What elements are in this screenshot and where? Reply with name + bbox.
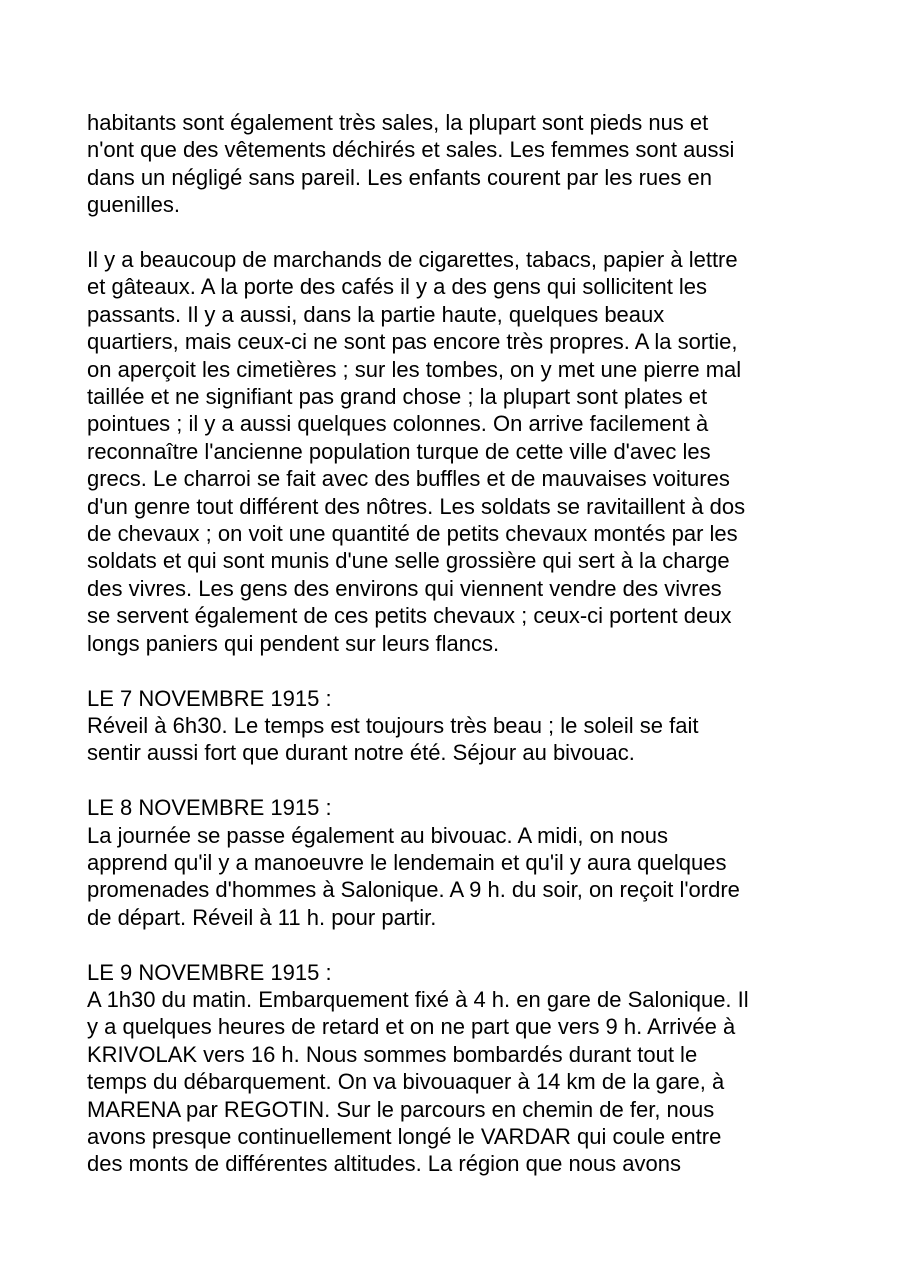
text-line: Il y a beaucoup de marchands de cigarettes, tabacs, papier à lettre	[87, 247, 738, 273]
text-line: A 1h30 du matin. Embarquement fixé à 4 h. en gare de Salonique. Il	[87, 986, 749, 1012]
entry-8-november	[87, 794, 847, 931]
text-line: MARENA par REGOTIN. Sur le parcours en chemin de fer, nous	[87, 1096, 715, 1122]
text-line: et gâteaux. A la porte des cafés il y a des gens qui sollicitent les	[87, 274, 708, 300]
text-line: pointues ; il y a aussi quelques colonnes. On arrive facilement à	[87, 411, 709, 437]
text-line: grecs. Le charroi se fait avec des buffles et de mauvaises voitures	[87, 466, 730, 492]
text-line: Réveil à 6h30. Le temps est toujours très beau ; le soleil se fait	[87, 712, 699, 738]
document-page	[87, 109, 847, 1205]
text-line: n'ont que des vêtements déchirés et sales. Les femmes sont aussi	[87, 137, 735, 163]
text-line: se servent également de ces petits chevaux ; ceux-ci portent deux	[87, 603, 732, 629]
paragraph-inhabitants	[87, 109, 847, 219]
text-line: de chevaux ; on voit une quantité de petits chevaux montés par les	[87, 521, 738, 547]
text-line: reconnaître l'ancienne population turque de cette ville d'avec les	[87, 438, 711, 464]
text-line: des monts de différentes altitudes. La région que nous avons	[87, 1151, 681, 1177]
text-line: KRIVOLAK vers 16 h. Nous sommes bombardés durant tout le	[87, 1041, 698, 1067]
text-line: temps du débarquement. On va bivouaquer à 14 km de la gare, à	[87, 1069, 725, 1095]
text-line: soldats et qui sont munis d'une selle grossière qui sert à la charge	[87, 548, 730, 574]
text-line: promenades d'hommes à Salonique. A 9 h. du soir, on reçoit l'ordre	[87, 877, 740, 903]
text-line: dans un négligé sans pareil. Les enfants courent par les rues en	[87, 164, 712, 190]
text-line: de départ. Réveil à 11 h. pour partir.	[87, 904, 437, 930]
text-line: guenilles.	[87, 192, 180, 218]
text-line: sentir aussi fort que durant notre été. Séjour au bivouac.	[87, 740, 635, 766]
text-line: passants. Il y a aussi, dans la partie haute, quelques beaux	[87, 301, 665, 327]
entry-heading: LE 8 NOVEMBRE 1915 :	[87, 795, 332, 821]
text-line: quartiers, mais ceux-ci ne sont pas encore très propres. A la sortie,	[87, 329, 738, 355]
entry-heading: LE 7 NOVEMBRE 1915 :	[87, 685, 332, 711]
entry-heading: LE 9 NOVEMBRE 1915 :	[87, 959, 332, 985]
text-line: La journée se passe également au bivouac. A midi, on nous	[87, 822, 668, 848]
text-line: des vivres. Les gens des environs qui viennent vendre des vivres	[87, 575, 722, 601]
entry-7-november	[87, 685, 847, 767]
text-line: d'un genre tout différent des nôtres. Les soldats se ravitaillent à dos	[87, 493, 746, 519]
text-line: habitants sont également très sales, la plupart sont pieds nus et	[87, 110, 709, 135]
entry-9-november	[87, 959, 847, 1178]
text-line: longs paniers qui pendent sur leurs flancs.	[87, 630, 500, 656]
text-line: apprend qu'il y a manoeuvre le lendemain et qu'il y aura quelques	[87, 849, 727, 875]
paragraph-merchants	[87, 246, 847, 657]
text-line: taillée et ne signifiant pas grand chose ; la plupart sont plates et	[87, 384, 708, 410]
text-line: y a quelques heures de retard et on ne part que vers 9 h. Arrivée à	[87, 1014, 736, 1040]
text-line: on aperçoit les cimetières ; sur les tombes, on y met une pierre mal	[87, 356, 742, 382]
text-line: avons presque continuellement longé le VARDAR qui coule entre	[87, 1123, 722, 1149]
